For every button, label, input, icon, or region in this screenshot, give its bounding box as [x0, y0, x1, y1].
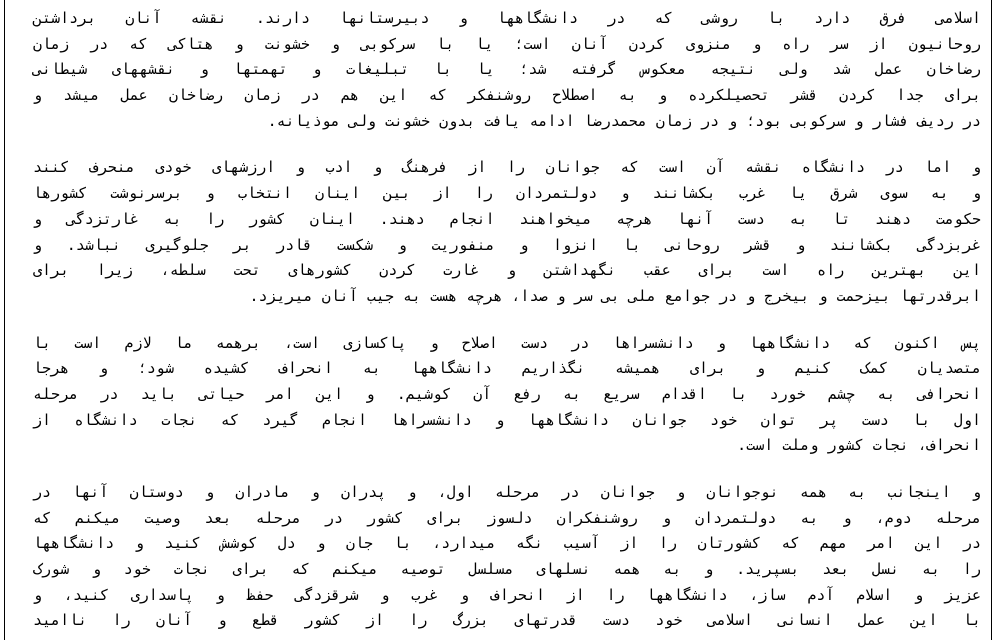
text-line: با این عمل انسانی اسلامی خود دست قدرتهای بزرگ را از کشور قطع و آنان را ناامید [33, 611, 981, 630]
text-line: و به سوی شرق یا غرب بکشانند و دولتمردان را از بین اینان انتخاب و برسرنوشت کشورها [33, 184, 981, 203]
text-line: پس اکنون که دانشگاهها و دانشسراها در دست اصلاح و پاکسازی است، برهمه ما لازم است با [33, 333, 981, 352]
text-line: انحرافی به چشم خورد با اقدام سریع به رفع آن کوشیم. و این امر حیاتی باید در مرحله [33, 384, 981, 403]
text-line: برای جدا کردن قشر تحصیلکرده و به اصطلاح روشنفکر که این هم در زمان رضاخان عمل میشد و [33, 86, 981, 105]
text-line: و اینجانب به همه نوجوانان و جوانان در مرحله اول، و پدران و مادران و دوستان آنها در [33, 483, 981, 501]
text-line: را به نسل بعد بسپرید. و به همه نسلهای مسلسل توصیه میکنم که برای نجات خود و شورک [33, 560, 981, 579]
document-text [33, 6, 981, 640]
text-line: در این امر مهم که کشورتان را از آسیب نگه میدارد، با جان و دل کوشش کنید و دانشگاهها [33, 534, 981, 553]
paragraph-1 [33, 6, 981, 134]
document-page [4, 0, 992, 640]
text-line: رضاخان عمل شد ولی نتیجه معکوس گرفته شد؛ یا با تبلیغات و تهمتها و نقشههای شیطانی [33, 60, 981, 79]
text-line: این بهترین راه است برای عقب نگهداشتن و غارت کردن کشورهای تحت سلطه، زیرا برای [33, 261, 981, 280]
text-line: غربزدگی بکشانند و قشر روحانی با انزوا و منفوریت و شکست قادر بر جلوگیری نباشد. و [33, 235, 981, 254]
text-line: اسلامی فرق دارد با روشی که در دانشگاهها و دبیرستانها دارند. نقشه آنان برداشتن [33, 9, 981, 27]
text-line: ابرقدرتها بیزحمت و بیخرج و در جوامع ملی بی سر و صدا، هرچه هست به جیب آنان میریزد. [249, 286, 981, 305]
text-line: در ردیف فشار و سرکوبی بود؛ و در زمان محمدرضا ادامه یافت بدون خشونت ولی موذیانه. [267, 111, 981, 130]
text-line: و اما در دانشگاه نقشه آن است که جوانان را از فرهنگ و ادب و ارزشهای خودی منحرف کنند [33, 158, 981, 177]
text-line: اول با دست پر توان خود جوانان دانشگاهها و دانشسراها انجام گیرد که نجات دانشگاه از [33, 410, 981, 429]
text-line: عزیز و اسلام آدم ساز، دانشگاهها را از انحراف و غرب و شرقزدگی حفظ و پاسداری کنید، و [33, 585, 981, 604]
paragraph-3 [33, 331, 981, 459]
paragraph-2 [33, 155, 981, 309]
text-line: متصدیان کمک کنیم و برای همیشه نگذاریم دانشگاهها به انحراف کشیده شود؛ و هرجا [33, 359, 981, 378]
text-line: انحراف، نجات کشور وملت است. [737, 436, 981, 455]
text-line: حکومت دهند تا به دست آنها هرچه میخواهند انجام دهند. اینان کشور را به غارتزدگی و [33, 209, 981, 228]
text-line: مرحله دوم، و به دولتمردان و روشنفکران دلسوز برای کشور در مرحله بعد وصیت میکنم که [33, 508, 981, 527]
paragraph-4 [33, 480, 981, 634]
text-line: روحانیون از سر راه و منزوی کردن آنان است؛ یا با سرکوبی و خشونت و هتاکی که در زمان [33, 34, 981, 53]
